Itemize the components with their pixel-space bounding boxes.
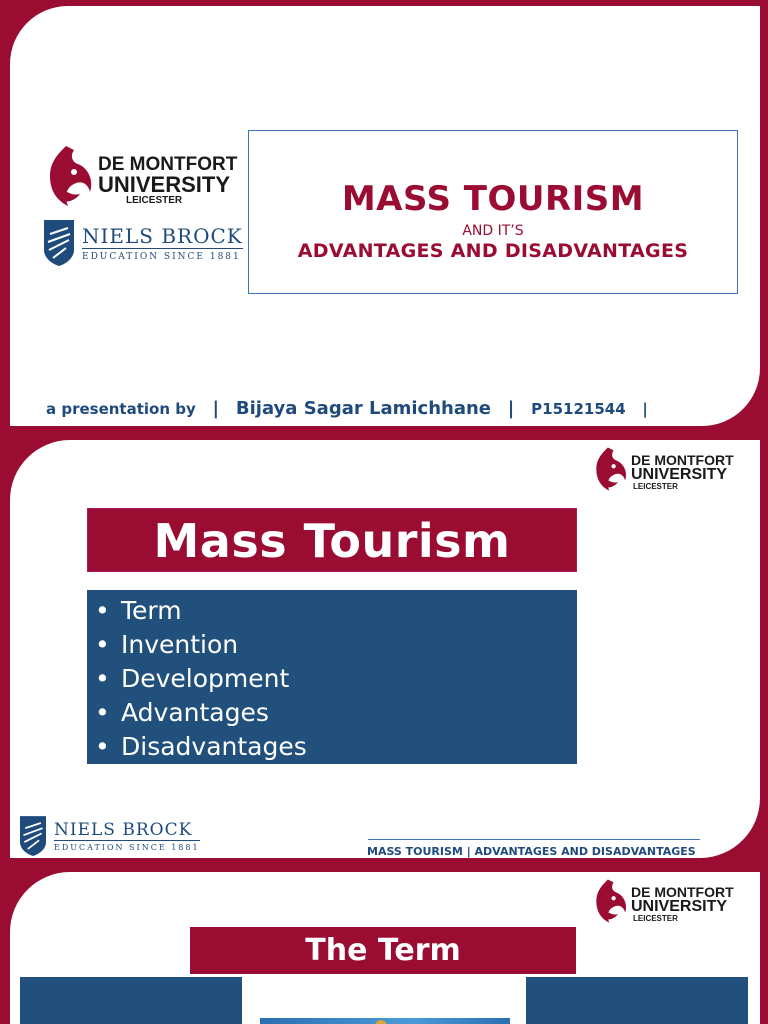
section-header: The Term (190, 927, 576, 974)
dmu-line3: LEICESTER (633, 914, 678, 923)
dmu-logo (592, 878, 734, 930)
presenter-name: Bijaya Sagar Lamichhane (235, 398, 491, 419)
content-panel-right (526, 977, 748, 1024)
niels-brock-wordmark (54, 820, 200, 852)
dmu-wordmark (631, 453, 734, 491)
byline-separator: | (642, 400, 648, 418)
niels-brock-logo (44, 220, 243, 266)
dmu-line2: UNIVERSITY (631, 898, 728, 915)
overview-slide (10, 440, 760, 858)
dmu-logo (592, 446, 734, 498)
byline-separator: | (507, 398, 515, 419)
niels-brock-logo (20, 816, 200, 856)
dmu-lion-icon (44, 144, 94, 216)
niels-brock-name: NIELS BROCK (82, 224, 243, 248)
dmu-lion-icon (592, 878, 628, 930)
list-item: • Disadvantages (95, 732, 307, 761)
niels-brock-badge-icon (20, 816, 46, 856)
niels-brock-badge-icon (44, 220, 74, 266)
dmu-line1: DE MONTFORT (631, 884, 734, 900)
dmu-wordmark (631, 885, 734, 923)
niels-brock-name: NIELS BROCK (54, 820, 193, 840)
byline-intro: a presentation by (46, 400, 196, 418)
dmu-logo (44, 144, 237, 216)
dmu-line1: DE MONTFORT (631, 452, 734, 468)
title-slide (10, 6, 760, 426)
list-item: • Development (95, 664, 290, 693)
dmu-line2: UNIVERSITY (631, 466, 728, 483)
list-item: • Advantages (95, 698, 269, 727)
dmu-lion-icon (592, 446, 628, 498)
dmu-line3: LEICESTER (633, 482, 678, 491)
slide-image (260, 1018, 510, 1024)
list-item: • Invention (95, 630, 239, 659)
presentation-subtitle: ADVANTAGES AND DISADVANTAGES (297, 240, 689, 262)
niels-brock-tagline: EDUCATION SINCE 1881 (54, 840, 200, 852)
student-id: P15121544 (531, 400, 626, 418)
dmu-line3: LEICESTER (126, 194, 183, 206)
content-panel-left (20, 977, 242, 1024)
byline (46, 398, 660, 419)
title-box (248, 130, 738, 294)
topic-list (87, 590, 577, 764)
presentation-title: MASS TOURISM (341, 179, 645, 219)
byline-separator: | (212, 398, 220, 419)
niels-brock-wordmark (82, 224, 243, 262)
image-detail (375, 1020, 387, 1024)
dmu-line1: DE MONTFORT (98, 153, 238, 175)
footer-divider (368, 839, 700, 840)
list-item: • Term (95, 596, 182, 625)
section-header: Mass Tourism (87, 508, 577, 572)
slide-footer: MASS TOURISM | ADVANTAGES AND DISADVANTAGES (367, 845, 696, 858)
niels-brock-tagline: EDUCATION SINCE 1881 (82, 248, 243, 262)
dmu-wordmark (98, 155, 237, 206)
title-conjunction: AND IT’S (462, 223, 524, 239)
term-slide (10, 872, 760, 1024)
dmu-line2: UNIVERSITY (98, 171, 231, 197)
